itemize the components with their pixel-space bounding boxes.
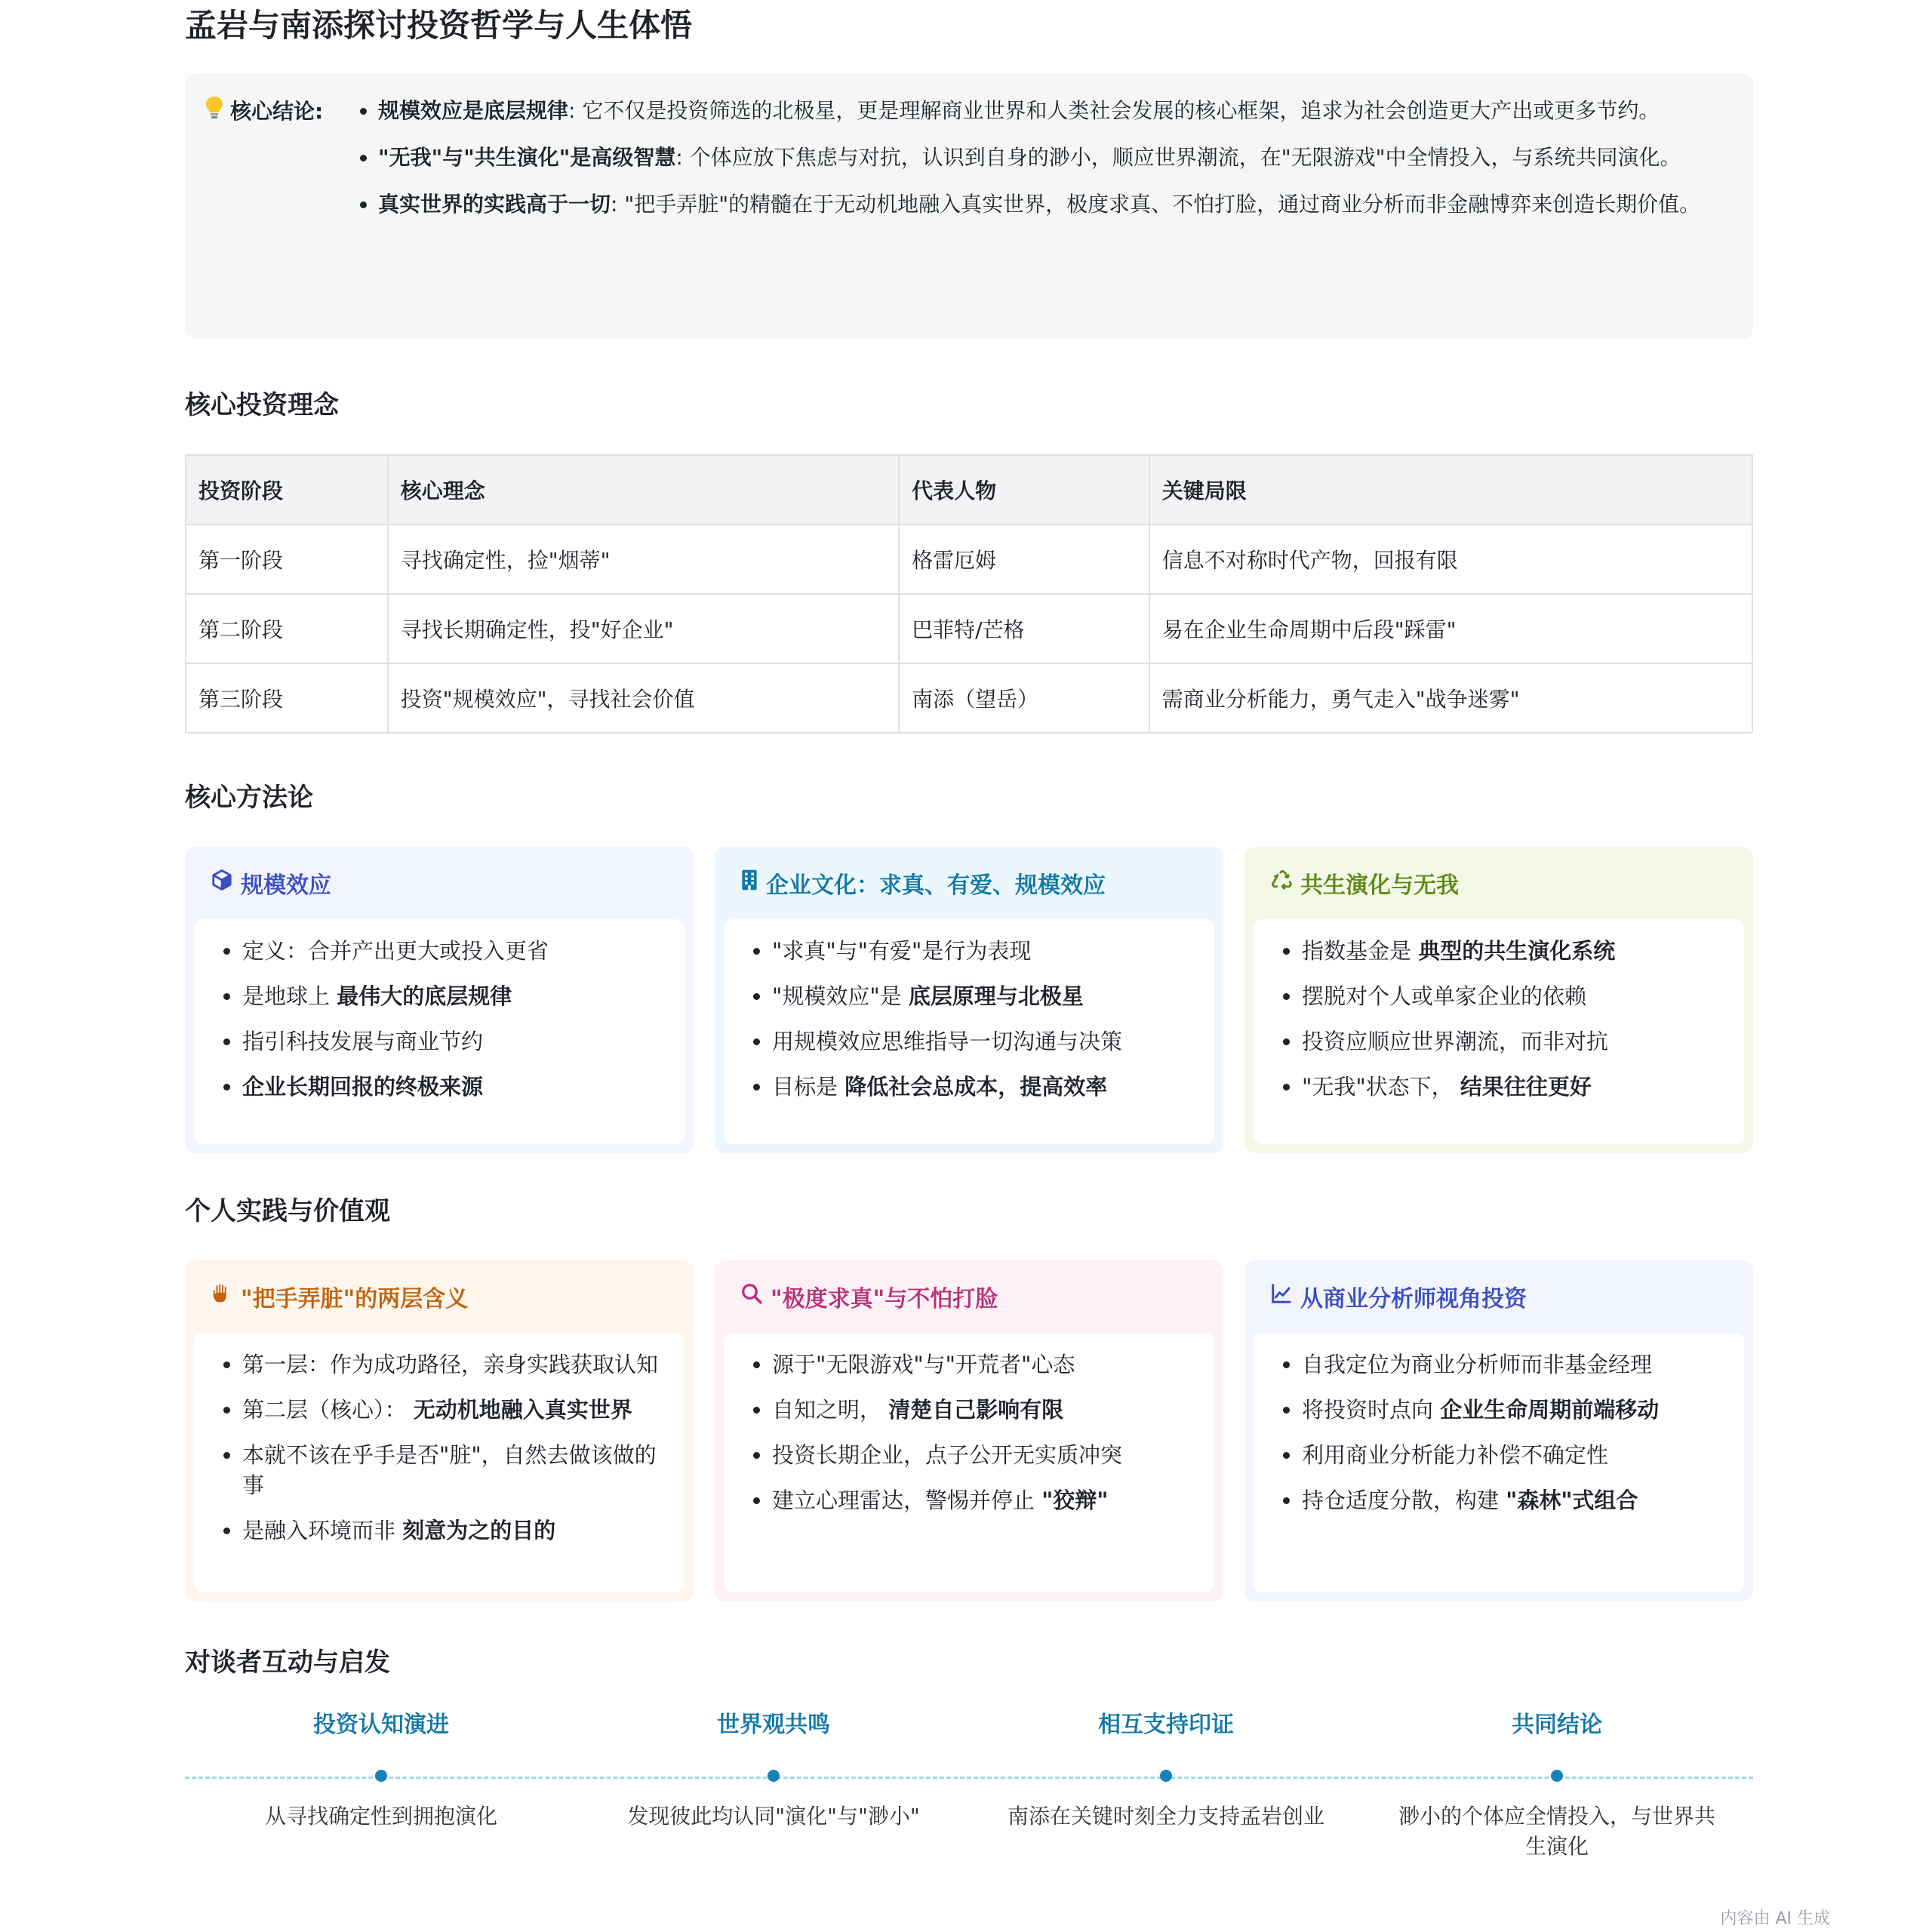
list-item bbox=[772, 1395, 1199, 1425]
item-text: 是融入环境而非 bbox=[242, 1518, 403, 1543]
list-item bbox=[242, 936, 669, 966]
item-bold: "狡辩" bbox=[1041, 1487, 1109, 1513]
item-text: 持仓适度分散，构建 bbox=[1302, 1487, 1506, 1513]
table-cell: 寻找确定性，捡"烟蒂" bbox=[388, 525, 899, 594]
card-header bbox=[194, 847, 685, 919]
card-coevolution bbox=[1244, 847, 1753, 1153]
section-title-investment: 核心投资理念 bbox=[185, 390, 339, 420]
table-cell: 需商业分析能力，勇气走入"战争迷雾" bbox=[1149, 663, 1752, 733]
card-title: 从商业分析师视角投资 bbox=[1300, 1286, 1527, 1312]
card-body bbox=[724, 1333, 1214, 1592]
card-body bbox=[194, 1333, 685, 1592]
list-item bbox=[772, 1485, 1199, 1515]
table-cell: 信息不对称时代产物，回报有限 bbox=[1149, 525, 1752, 594]
list-item bbox=[242, 981, 669, 1011]
table-header-cell: 投资阶段 bbox=[186, 455, 388, 525]
item-bold: 底层原理与北极星 bbox=[908, 983, 1084, 1009]
timeline-dot bbox=[1160, 1770, 1172, 1782]
item-text: 自知之明， bbox=[772, 1397, 889, 1423]
list-item bbox=[1302, 1349, 1729, 1380]
page bbox=[185, 0, 1753, 1899]
card-body bbox=[1254, 919, 1744, 1144]
list-item bbox=[242, 1349, 669, 1380]
list-item bbox=[1302, 1026, 1729, 1057]
item-text: 利用商业分析能力补偿不确定性 bbox=[1302, 1442, 1609, 1468]
card-header bbox=[724, 847, 1214, 919]
list-item bbox=[1302, 1440, 1729, 1470]
hand-icon bbox=[211, 1282, 241, 1311]
list-item bbox=[1302, 1072, 1729, 1102]
list-item bbox=[772, 936, 1199, 966]
item-text: 第二层（核心）： bbox=[242, 1397, 414, 1423]
list-item bbox=[242, 1515, 669, 1546]
list-item bbox=[242, 1440, 669, 1500]
card-title: 共生演化与无我 bbox=[1300, 872, 1459, 899]
item-text: 用规模效应思维指导一切沟通与决策 bbox=[772, 1029, 1123, 1054]
list-item bbox=[1302, 1485, 1729, 1515]
item-bold: 清楚自己影响有限 bbox=[888, 1397, 1064, 1423]
card-body bbox=[1254, 1333, 1744, 1592]
timeline-step bbox=[185, 1703, 577, 1832]
cube-icon bbox=[211, 869, 241, 897]
table-cell: 格雷厄姆 bbox=[899, 525, 1149, 594]
list-item bbox=[1302, 981, 1729, 1011]
timeline-step-desc: 从寻找确定性到拥抱演化 bbox=[264, 1804, 497, 1829]
summary-list bbox=[348, 95, 1734, 315]
item-text: 投资长期企业，点子公开无实质冲突 bbox=[772, 1442, 1123, 1468]
item-bold: 刻意为之的目的 bbox=[402, 1518, 556, 1543]
timeline-dot bbox=[375, 1770, 387, 1782]
item-bold: "森林"式组合 bbox=[1506, 1487, 1638, 1513]
table-cell: 南添（望岳） bbox=[899, 663, 1149, 733]
line-chart-icon bbox=[1270, 1282, 1300, 1311]
item-text: 本就不该在乎手是否"脏"，自然去做该做的事 bbox=[242, 1442, 657, 1498]
list-item bbox=[772, 1349, 1199, 1380]
table-header-row bbox=[186, 455, 1752, 525]
item-text: 指数基金是 bbox=[1302, 938, 1419, 964]
table-header-cell: 代表人物 bbox=[899, 455, 1149, 525]
summary-item-bold: "无我"与"共生演化"是高级智慧 bbox=[378, 145, 676, 170]
card-title: "极度求真"与不怕打脸 bbox=[771, 1286, 998, 1312]
list-item bbox=[772, 1440, 1199, 1470]
summary-item bbox=[378, 95, 1734, 127]
table-header-cell: 关键局限 bbox=[1149, 455, 1752, 525]
card-title: "把手弄脏"的两层含义 bbox=[241, 1286, 469, 1312]
card-body bbox=[724, 919, 1214, 1144]
table-row bbox=[186, 663, 1752, 733]
summary-item-sep: : bbox=[568, 98, 583, 123]
item-text: 摆脱对个人或单家企业的依赖 bbox=[1302, 983, 1587, 1009]
timeline-step-title: 投资认知演进 bbox=[313, 1712, 449, 1738]
timeline-step bbox=[577, 1703, 970, 1832]
summary-label-wrap bbox=[205, 95, 348, 315]
summary-item-bold: 真实世界的实践高于一切 bbox=[378, 192, 611, 217]
item-text: "无我"状态下， bbox=[1302, 1074, 1460, 1100]
table-cell: 第二阶段 bbox=[186, 594, 388, 663]
table-cell: 寻找长期确定性，投"好企业" bbox=[388, 594, 899, 663]
item-text: 自我定位为商业分析师而非基金经理 bbox=[1302, 1352, 1653, 1377]
item-bold: 降低社会总成本，提高效率 bbox=[844, 1074, 1108, 1100]
item-text: 源于"无限游戏"与"开荒者"心态 bbox=[772, 1352, 1075, 1377]
summary-item-sep: : bbox=[675, 145, 690, 170]
summary-item-bold: 规模效应是底层规律 bbox=[378, 98, 569, 123]
table-cell: 第一阶段 bbox=[186, 525, 388, 594]
table-row bbox=[186, 594, 1752, 663]
timeline-step-title: 共同结论 bbox=[1512, 1712, 1602, 1738]
methodology-cards bbox=[185, 847, 1753, 1153]
item-text: 是地球上 bbox=[242, 983, 337, 1009]
list-item bbox=[772, 1072, 1199, 1102]
card-header bbox=[1254, 1260, 1744, 1333]
table-row bbox=[186, 525, 1752, 594]
timeline-step-desc: 渺小的个体应全情投入，与世界共生演化 bbox=[1398, 1804, 1715, 1859]
summary-item-sep: : bbox=[611, 192, 625, 217]
section-title-interaction: 对谈者互动与启发 bbox=[185, 1647, 390, 1678]
list-item bbox=[242, 1072, 669, 1102]
table-cell: 易在企业生命周期中后段"踩雷" bbox=[1149, 594, 1752, 663]
card-truth-seeking bbox=[715, 1260, 1223, 1601]
item-text: 目标是 bbox=[772, 1074, 845, 1100]
list-item bbox=[772, 981, 1199, 1011]
item-text: 指引科技发展与商业节约 bbox=[242, 1029, 484, 1054]
summary-item-text: "把手弄脏"的精髓在于无动机地融入真实世界，极度求真、不怕打脸，通过商业分析而非金融博弈来创造长期价值。 bbox=[624, 192, 1701, 217]
card-header bbox=[1254, 847, 1744, 919]
table-header-cell: 核心理念 bbox=[388, 455, 899, 525]
list-item bbox=[242, 1395, 669, 1425]
list-item bbox=[1302, 936, 1729, 966]
search-icon bbox=[740, 1282, 771, 1311]
recycle-icon bbox=[1270, 869, 1300, 897]
table-cell: 巴菲特/芒格 bbox=[899, 594, 1149, 663]
summary-box bbox=[185, 74, 1753, 338]
item-text: 建立心理雷达，警惕并停止 bbox=[772, 1487, 1042, 1513]
timeline-dot bbox=[768, 1770, 780, 1782]
list-item bbox=[242, 1026, 669, 1057]
timeline-step bbox=[1361, 1703, 1753, 1862]
lightbulb-icon bbox=[205, 95, 224, 125]
ai-generated-note: 内容由 AI 生成 bbox=[1720, 1909, 1830, 1928]
timeline-dot bbox=[1551, 1770, 1563, 1782]
card-corporate-culture bbox=[715, 847, 1223, 1153]
card-title: 企业文化：求真、有爱、规模效应 bbox=[766, 872, 1106, 899]
card-business-analyst bbox=[1244, 1260, 1753, 1601]
timeline-step-title: 世界观共鸣 bbox=[717, 1712, 830, 1738]
list-item bbox=[1302, 1395, 1729, 1425]
investment-table bbox=[185, 454, 1753, 734]
timeline-step bbox=[970, 1703, 1362, 1832]
page-title: 孟岩与南添探讨投资哲学与人生体悟 bbox=[185, 7, 693, 44]
section-title-practice: 个人实践与价值观 bbox=[185, 1196, 390, 1226]
item-bold: 最伟大的底层规律 bbox=[337, 983, 512, 1009]
item-bold: 企业长期回报的终极来源 bbox=[242, 1074, 484, 1100]
timeline-step-title: 相互支持印证 bbox=[1098, 1712, 1234, 1738]
item-text: 将投资时点向 bbox=[1302, 1397, 1441, 1423]
timeline bbox=[185, 1703, 1753, 1899]
item-text: "求真"与"有爱"是行为表现 bbox=[772, 938, 1032, 964]
practice-cards bbox=[185, 1260, 1753, 1601]
summary-item-text: 它不仅是投资筛选的北极星，更是理解商业世界和人类社会发展的核心框架，追求为社会创造更大产出或更多节约。 bbox=[582, 98, 1660, 123]
item-text: "规模效应"是 bbox=[772, 983, 909, 1009]
card-dirty-hands bbox=[185, 1260, 694, 1601]
item-bold: 结果往往更好 bbox=[1460, 1074, 1592, 1100]
building-icon bbox=[740, 869, 766, 897]
item-bold: 典型的共生演化系统 bbox=[1418, 938, 1616, 964]
card-header bbox=[194, 1260, 685, 1333]
summary-item bbox=[378, 189, 1734, 220]
timeline-step-desc: 发现彼此均认同"演化"与"渺小" bbox=[627, 1804, 920, 1829]
card-title: 规模效应 bbox=[241, 872, 331, 899]
table-cell: 第三阶段 bbox=[186, 663, 388, 733]
card-scale-effect bbox=[185, 847, 694, 1153]
item-text: 定义：合并产出更大或投入更省 bbox=[242, 938, 549, 964]
table-cell: 投资"规模效应"，寻找社会价值 bbox=[388, 663, 899, 733]
card-header bbox=[724, 1260, 1214, 1333]
item-text: 第一层：作为成功路径，亲身实践获取认知 bbox=[242, 1352, 659, 1377]
section-title-methodology: 核心方法论 bbox=[185, 783, 313, 813]
timeline-step-desc: 南添在关键时刻全力支持孟岩创业 bbox=[1007, 1804, 1324, 1829]
summary-label: 核心结论: bbox=[230, 99, 324, 124]
item-bold: 企业生命周期前端移动 bbox=[1440, 1397, 1660, 1423]
summary-item-text: 个体应放下焦虑与对抗，认识到自身的渺小，顺应世界潮流，在"无限游戏"中全情投入，与系统共同演化。 bbox=[689, 145, 1681, 170]
summary-item bbox=[378, 142, 1734, 174]
list-item bbox=[772, 1026, 1199, 1057]
card-body bbox=[194, 919, 685, 1144]
item-bold: 无动机地融入真实世界 bbox=[413, 1397, 632, 1423]
item-text: 投资应顺应世界潮流，而非对抗 bbox=[1302, 1029, 1609, 1054]
